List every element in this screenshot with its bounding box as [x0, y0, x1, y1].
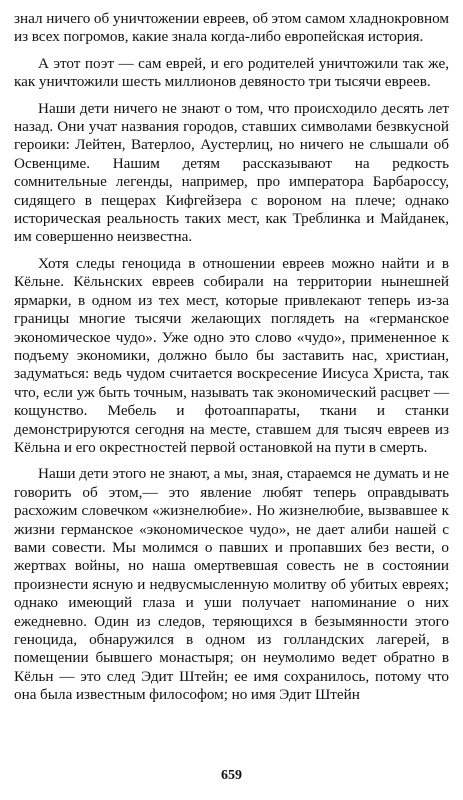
paragraph-continuation: знал ничего об уничтожении евреев, об этом самом хладнокровном из всех погромов, какие знала когда-либо европейская история. — [14, 10, 449, 46]
text-body — [14, 10, 449, 705]
paragraph: А этот поэт — сам еврей, и его родителей уничтожили так же, как уничтожили шесть миллионов девяносто три тысячи евреев. — [14, 54, 449, 91]
paragraph: Наши дети ничего не знают о том, что происходило десять лет назад. Они учат названия городов, ставших символами безвкусной героики: Лейтен, Ватерлоо, Аустерлиц, но ничего не слышали об Освенциме. Нашим детям рассказывают на редкость сомнительные легенды, например, про императора Барбароссу, сидящего в пещерах Кифгейзера с вороном на плече; однако историческая реальность таких мест, как Треблинка и Майданек, им совершенно неизвестна. — [14, 99, 449, 246]
paragraph: Наши дети этого не знают, а мы, зная, стараемся не думать и не говорить об этом,— это явление любят теперь оправдывать расхожим словечком «жизнелюбие». Но жизнелюбие, вызвавшее к жизни германское «экономическое чудо», не дает алиби нашей с вами совести. Мы молимся о павших и пропавших без вести, о жертвах войны, но наша омертвевшая совесть не в состоянии произнести ясную и недвусмысленную молитву об убитых евреях; однако имеющий глаза и уши получает напоминание о них ежедневно. Один из следов, теряющихся в безымянности этого геноцида, обнаружился в одном из голландских лагерей, в помещении бывшего монастыря; он неумолимо ведет обратно в Кёльн — это след Эдит Штейн; ее имя сохранилось, потому что она была известным философом; но имя Эдит Штейн — [14, 465, 449, 704]
paragraph: Хотя следы геноцида в отношении евреев можно найти и в Кёльне. Кёльнских евреев собирали на территории нынешней ярмарки, в одном из тех мест, которые привлекают теперь из-за границы многие тысячи желающих поглядеть на «германское экономическое чудо». Уже одно это слово «чудо», примененное к подъему экономики, должно было бы заставить нас, христиан, задуматься: ведь чудом считается воскресение Иисуса Христа, так что, если уж быть точным, называть так экономический расцвет — кощунство. Мебель и фотоаппараты, ткани и станки демонстрируются сегодня на месте, ставшем для тысяч евреев из Кёльна и его окрестностей первой остановкой на пути в смерть. — [14, 254, 449, 456]
page-number: 659 — [221, 768, 242, 783]
